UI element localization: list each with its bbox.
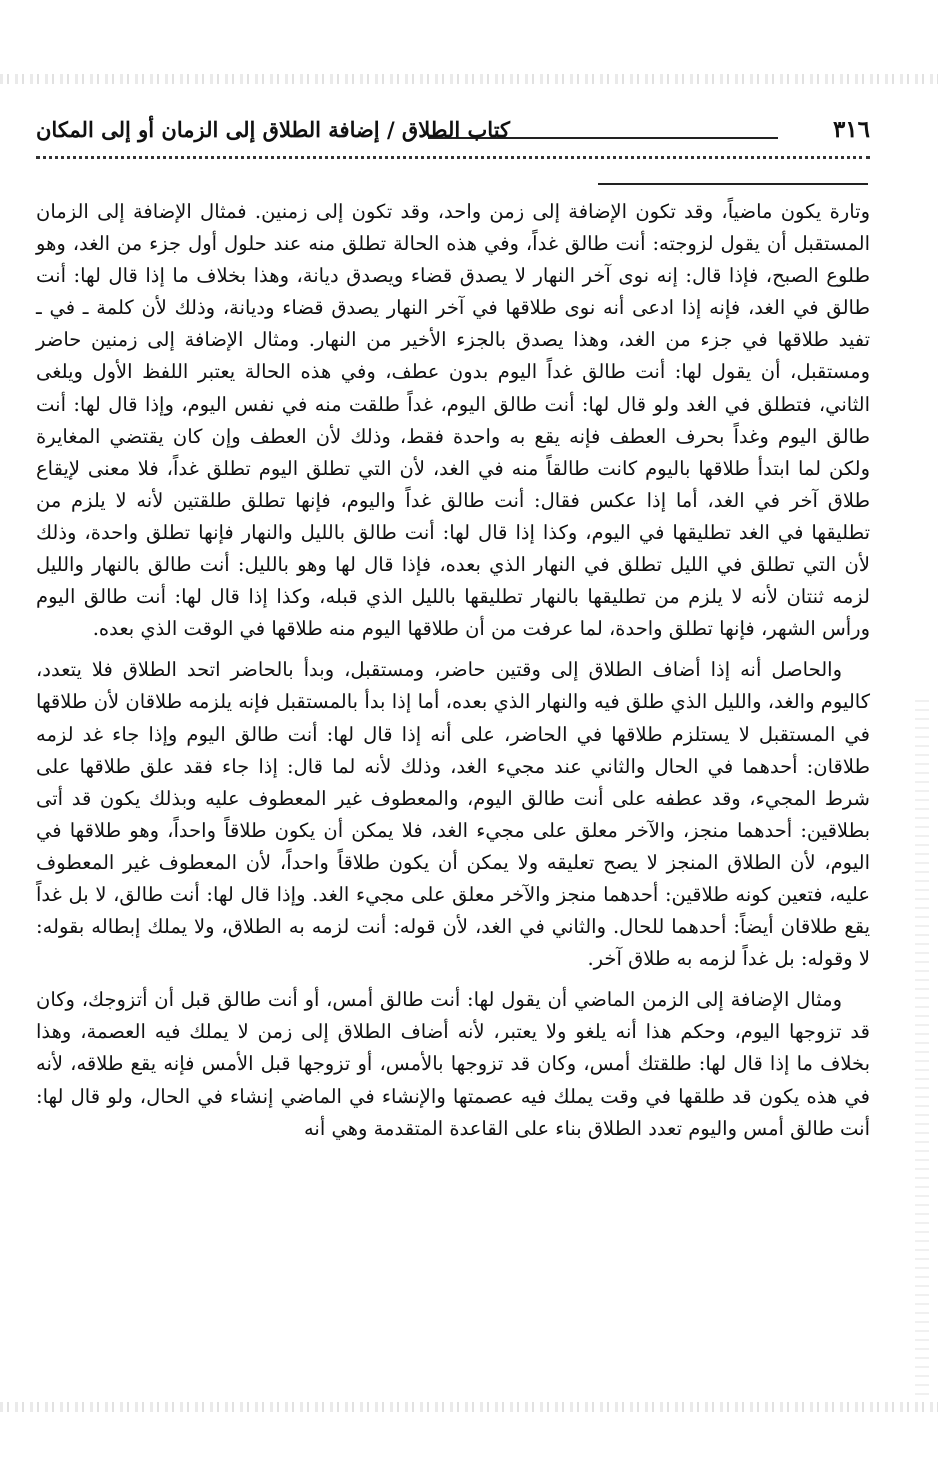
- paragraph: والحاصل أنه إذا أضاف الطلاق إلى وقتين حاضر، ومستقبل، وبدأ بالحاضر اتحد الطلاق فلا يتعدد، كاليوم والغد، والليل الذي طلق فيه والنهار الذي بعده، أما إذا بدأ بالمستقبل فإنه يلزمه طلاقان لأن طلاقها في المستقبل لا يستلزم طلاقها في الحاضر، على أنه إذا قال لها: أنت طالق اليوم وإذا جاء غد لزمه طلاقان: أحدهما في الحال والثاني عند مجيء الغد، وذلك لأنه لما قال: إذا جاء فقد علق طلاقها على شرط المجيء، وقد عطفه على أنت طالق اليوم، والمعطوف غير المعطوف عليه وبذلك يكون قد أتى بطلاقين: أحدهما منجز، والآخر معلق على مجيء الغد، فلا يمكن أن يكون طلاقاً واحداً، وهو طلاقها في اليوم، لأن الطلاق المنجز لا يصح تعليقه ولا يمكن أن يكون طلاقاً واحداً، لأن المعطوف غير المعطوف عليه، فتعين كونه طلاقين: أحدهما منجز والآخر معلق على مجيء الغد. وإذا قال لها: أنت طالق، لا بل غداً يقع طلاقان أيضاً: أحدهما للحال. والثاني في الغد، لأن قوله: أنت لزمه به الطلاق، ولا يملك إبطاله بقوله: لا وقوله: بل غداً لزمه به طلاق آخر.: [36, 658, 870, 971]
- paragraph: وتارة يكون ماضياً، وقد تكون الإضافة إلى زمن واحد، وقد تكون إلى زمنين. فمثال الإضافة إلى الزمان المستقبل أن يقول لزوجته: أنت طالق غداً، وفي هذه الحالة تطلق منه عند حلول أول جزء من الغد، وهو طلوع الصبح، فإذا قال: إنه نوى آخر النهار لا يصدق قضاء ويصدق ديانة، وهذا بخلاف ما إذا قال لها: أنت طالق في الغد، فإنه إذا ادعى أنه نوى طلاقها في آخر النهار يصدق قضاء وديانة، وذلك لأن كلمة ـ في ـ تفيد طلاقها في جزء من الغد، وهذا يصدق بالجزء الأخير من النهار. ومثال الإضافة إلى زمنين حاضر ومستقبل، أن يقول لها: أنت طالق غداً اليوم بدون عطف، وفي هذه الحالة يعتبر اللفظ الأول ويلغى الثاني، فتطلق في الغد ولو قال لها: أنت طالق اليوم، غداً طلقت منه في نفس اليوم، وإذا قال لها: أنت طالق اليوم وغداً بحرف العطف فإنه يقع به واحدة فقط، وذلك لأن العطف وإن كان يقتضي المغايرة ولكن لما ابتدأ طلاقها باليوم كانت طالقاً منه في الغد، لأن التي تطلق اليوم تطلق غداً، فلا معنى لإيقاع طلاق آخر في الغد، أما إذا عكس فقال: أنت طالق غداً واليوم، فإنها تطلق طلقتين لأنه لا يلزم من تطليقها في الغد تطليقها في اليوم، وكذا إذا قال لها: أنت طالق بالليل والنهار فإنها تطلق واحدة، وذلك لأن التي تطلق في الليل تطلق في النهار الذي بعده، فإذا قال لها وهو بالليل: أنت طالق بالنهار والليل لزمه ثنتان لأنه لا يلزم من تطليقها بالنهار تطليقها بالليل الذي قبله، وكذا إذا قال لها: أنت طالق اليوم ورأس الشهر، فإنها تطلق واحدة، لما عرفت من أن طلاقها اليوم منه طلاقها في الوقت الذي بعده.: [36, 200, 870, 641]
- page-body: [36, 196, 870, 1145]
- scan-edge-top: [0, 74, 938, 84]
- text-start-rule: [598, 183, 868, 185]
- page-header: [36, 112, 870, 148]
- running-title: كتاب الطلاق / إضافة الطلاق إلى الزمان أو إلى المكان: [36, 117, 511, 142]
- scan-edge-side: [915, 700, 929, 1400]
- page-number: ٣١٦: [832, 116, 870, 143]
- header-dotted-divider: [36, 156, 870, 159]
- paragraph: ومثال الإضافة إلى الزمن الماضي أن يقول لها: أنت طالق أمس، أو أنت طالق قبل أن أتزوجك، وكان قد تزوجها اليوم، وحكم هذا أنه يلغو ولا يعتبر، لأنه أضاف الطلاق إلى زمن لا يملك فيه العصمة، وهذا بخلاف ما إذا قال لها: طلقتك أمس، وكان قد تزوجها بالأمس، أو تزوجها قبل الأمس فإنه يقع طلاقه، لأنه في هذه يكون قد طلقها في وقت يملك فيه عصمتها والإنشاء في الماضي إنشاء في الحال، ولو قال لها: أنت طالق أمس واليوم تعدد الطلاق بناء على القاعدة المتقدمة وهي أنه: [36, 988, 870, 1140]
- scan-edge-bottom: [0, 1402, 938, 1412]
